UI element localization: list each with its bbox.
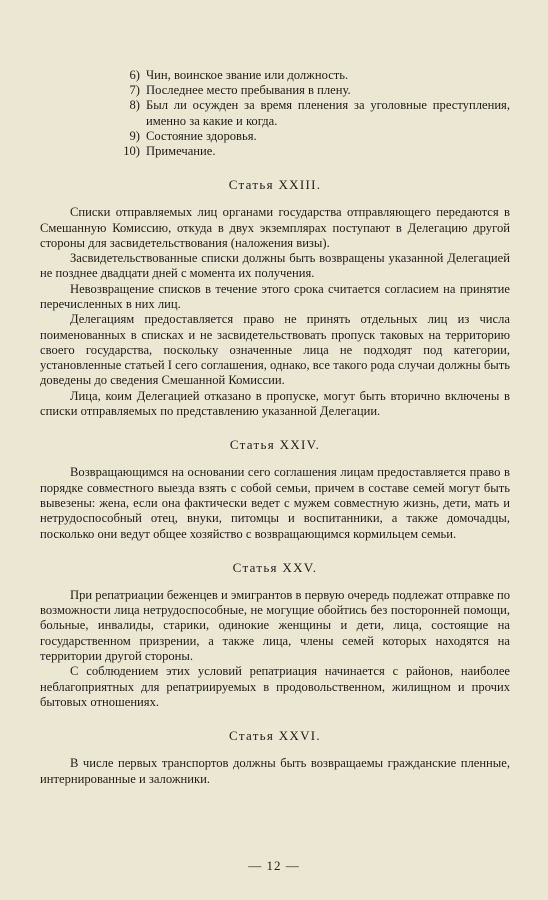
article-xxv <box>40 560 510 710</box>
paragraph: Делегациям предоставляется право не принять отдельных лиц из числа поименованных в списках и не засвидетельствовать пропуск таковых на территорию своего государства, поскольку означенные лица не подходят под категории, установленные статьей I сего соглашения, однако, все такого рода случаи должны быть доведены до сведения Смешанной Комиссии. <box>40 312 510 388</box>
list-item-number: 9) <box>129 128 140 143</box>
list-item-text: Чин, воинское звание или должность. <box>146 68 349 82</box>
paragraph: Засвидетельствованные списки должны быть возвращены указанной Делегацией не позднее двадцати дней с момента их получения. <box>40 251 510 281</box>
list-item-text: Примечание. <box>146 144 216 159</box>
list-item <box>129 128 510 144</box>
list-item-number: 6) <box>129 68 140 82</box>
list-item <box>129 68 510 83</box>
enumerated-list <box>123 68 510 159</box>
list-item <box>129 83 510 98</box>
paragraph: Возвращающимся на основании сего соглашения лицам предоставляется право в порядке совместного выезда взять с собой семьи, причем в составе семей могут быть вывезены: жена, если она фактически ведет с мужем совместную жизнь, дети, мать и нетрудоспособный отец, внуки, питомцы и воспитанники, а также домочадцы, посколько они ведут общее хозяйство с возвращающимся кормильцем семьи. <box>40 465 510 541</box>
article-xxiii <box>40 177 510 419</box>
page-number: — 12 — <box>248 858 300 873</box>
article-title: Статья XXVI. <box>229 728 321 744</box>
article-title: Статья XXIV. <box>229 437 321 453</box>
list-item <box>123 144 510 159</box>
articles <box>40 177 510 787</box>
paragraph: Невозвращение списков в течение этого срока считается согласием на принятие перечисленных в них лиц. <box>40 281 510 311</box>
paragraph: Списки отправляемых лиц органами государства отправляющего передаются в Смешанную Комиссию, откуда в двух экземплярах поступают в Делегацию другой стороны для засвидетельствования (наложения визы). <box>40 205 510 250</box>
list-item-number: 7) <box>129 83 140 98</box>
paragraph: С соблюдением этих условий репатриация начинается с районов, наиболее неблагоприятных для репатриируемых в продовольственном, жилищном и прочих бытовых отношениях. <box>40 664 510 709</box>
list-item-text: Состояние здоровья. <box>146 128 257 143</box>
article-title: Статья XXIII. <box>228 177 322 193</box>
list-item-text: Был ли осужден за время пленения за уголовные преступления, именно за какие и когда. <box>146 98 510 128</box>
list-item-text: Последнее место пребывания в плену. <box>146 83 351 98</box>
article-xxiv <box>40 437 510 541</box>
article-xxvi <box>40 728 510 787</box>
list-item-number: 8) <box>129 98 140 113</box>
list-item <box>129 98 510 128</box>
paragraph: В числе первых транспортов должны быть возвращаемы гражданские пленные, интернированные и заложники. <box>40 756 510 786</box>
article-title: Статья XXV. <box>232 559 318 575</box>
list-item-number: 10) <box>123 144 140 159</box>
paragraph: При репатриации беженцев и эмигрантов в первую очередь подлежат отправке по возможности лица нетрудоспособные, не могущие обойтись без посторонней помощи, больные, инвалиды, старики, одинокие женщины и дети, лица, состоящие на государственном призрении, а также лица, члены семей которых находятся на территории другой стороны. <box>40 587 510 664</box>
paragraph: Лица, коим Делегацией отказано в пропуске, могут быть вторично включены в списки отправляемых по представлению указанной Делегации. <box>40 388 510 419</box>
